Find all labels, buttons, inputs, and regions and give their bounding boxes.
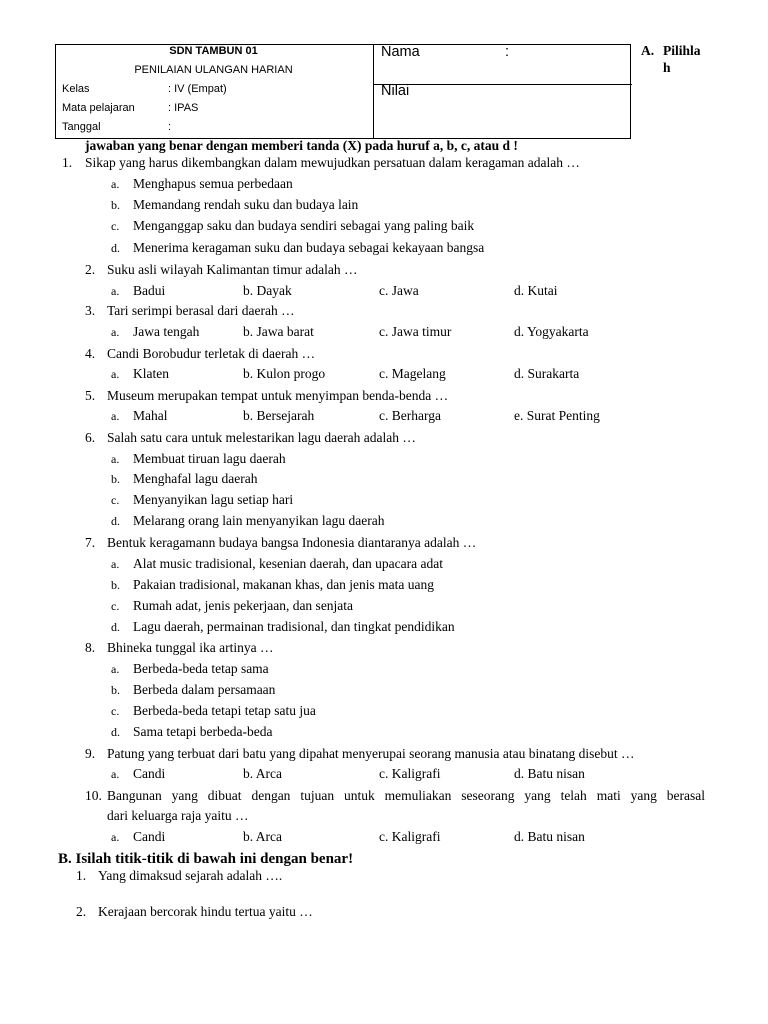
question-number: 8. bbox=[85, 640, 96, 655]
option-text: Candi bbox=[133, 829, 166, 844]
option-text: b. Bersejarah bbox=[243, 408, 315, 423]
option-text: Menerima keragaman suku dan budaya sebagai kekayaan bangsa bbox=[133, 240, 485, 255]
tanggal-label: Tanggal bbox=[62, 121, 101, 133]
option-letter: a. bbox=[111, 367, 120, 381]
option-letter: a. bbox=[111, 830, 120, 844]
option-text: c. Kaligrafi bbox=[379, 766, 441, 781]
question-text: Bangunan yang dibuat dengan tujuan untuk memuliakan seseorang yang telah mati yang berasal bbox=[107, 788, 705, 803]
question-number: 5. bbox=[85, 388, 96, 403]
option-text: b. Dayak bbox=[243, 283, 292, 298]
option-letter: c. bbox=[111, 493, 120, 507]
kelas-value: : IV (Empat) bbox=[168, 83, 227, 95]
option-text: d. Batu nisan bbox=[514, 829, 585, 844]
question-text: Bentuk keragamann budaya bangsa Indonesia diantaranya adalah … bbox=[107, 535, 477, 550]
header-divider-horizontal bbox=[373, 84, 632, 85]
section-a-instruction: jawaban yang benar dengan memberi tanda (X) pada huruf a, b, c, atau d ! bbox=[85, 138, 518, 153]
header-box bbox=[55, 44, 631, 139]
question-number: 7. bbox=[85, 535, 96, 550]
option-text: Mahal bbox=[133, 408, 168, 423]
option-text: Menghafal lagu daerah bbox=[133, 471, 258, 486]
header-divider-vertical bbox=[373, 45, 374, 138]
question-text: Candi Borobudur terletak di daerah … bbox=[107, 346, 316, 361]
section-a-letter: A. bbox=[641, 43, 655, 58]
option-text: c. Berharga bbox=[379, 408, 441, 423]
kelas-label: Kelas bbox=[62, 83, 90, 95]
question-text: Sikap yang harus dikembangkan dalam mewujudkan persatuan dalam keragaman adalah … bbox=[85, 155, 580, 170]
option-text: d. Kutai bbox=[514, 283, 558, 298]
option-text: d. Surakarta bbox=[514, 366, 580, 381]
fill-item-number: 2. bbox=[76, 904, 87, 919]
option-letter: a. bbox=[111, 662, 120, 676]
exam-title: PENILAIAN ULANGAN HARIAN bbox=[134, 64, 293, 76]
option-text: d. Batu nisan bbox=[514, 766, 585, 781]
option-text: Candi bbox=[133, 766, 166, 781]
option-letter: a. bbox=[111, 767, 120, 781]
question-number: 4. bbox=[85, 346, 96, 361]
option-text: c. Jawa timur bbox=[379, 324, 452, 339]
option-letter: a. bbox=[111, 177, 120, 191]
fill-item-text: Yang dimaksud sejarah adalah …. bbox=[98, 868, 283, 883]
option-text: c. Magelang bbox=[379, 366, 446, 381]
option-letter: c. bbox=[111, 704, 120, 718]
section-b-title: B. Isilah titik-titik di bawah ini dengan benar! bbox=[58, 851, 354, 867]
option-text: Pakaian tradisional, makanan khas, dan jenis mata uang bbox=[133, 577, 435, 592]
option-text: c. Jawa bbox=[379, 283, 419, 298]
option-text: Jawa tengah bbox=[133, 324, 200, 339]
option-letter: c. bbox=[111, 219, 120, 233]
question-text: Museum merupakan tempat untuk menyimpan benda-benda … bbox=[107, 388, 449, 403]
question-number: 6. bbox=[85, 430, 96, 445]
option-text: Melarang orang lain menyanyikan lagu daerah bbox=[133, 513, 385, 528]
option-letter: b. bbox=[111, 198, 120, 212]
question-text: Tari serimpi berasal dari daerah … bbox=[107, 303, 295, 318]
option-letter: c. bbox=[111, 599, 120, 613]
option-text: d. Yogyakarta bbox=[514, 324, 589, 339]
option-text: Memandang rendah suku dan budaya lain bbox=[133, 197, 359, 212]
question-number: 10. bbox=[85, 788, 102, 803]
option-text: Rumah adat, jenis pekerjaan, dan senjata bbox=[133, 598, 354, 613]
mapel-label: Mata pelajaran bbox=[62, 102, 135, 114]
option-text: b. Arca bbox=[243, 766, 282, 781]
option-letter: b. bbox=[111, 472, 120, 486]
option-letter: a. bbox=[111, 409, 120, 423]
option-letter: b. bbox=[111, 683, 120, 697]
question-text: Patung yang terbuat dari batu yang dipahat menyerupai seorang manusia atau binatang disebut … bbox=[107, 746, 635, 761]
question-text: Salah satu cara untuk melestarikan lagu daerah adalah … bbox=[107, 430, 416, 445]
mapel-value: : IPAS bbox=[168, 102, 199, 114]
question-text-continued: dari keluarga raja yaitu … bbox=[107, 808, 249, 823]
option-letter: a. bbox=[111, 325, 120, 339]
option-text: Berbeda dalam persamaan bbox=[133, 682, 276, 697]
question-number: 1. bbox=[62, 155, 73, 170]
option-letter: a. bbox=[111, 452, 120, 466]
question-number: 2. bbox=[85, 262, 96, 277]
option-letter: a. bbox=[111, 557, 120, 571]
option-text: Menghapus semua perbedaan bbox=[133, 176, 293, 191]
option-text: Sama tetapi berbeda-beda bbox=[133, 724, 273, 739]
option-letter: a. bbox=[111, 284, 120, 298]
option-text: Badui bbox=[133, 283, 166, 298]
option-text: Klaten bbox=[133, 366, 169, 381]
option-text: Menyanyikan lagu setiap hari bbox=[133, 492, 294, 507]
option-text: Berbeda-beda tetap sama bbox=[133, 661, 269, 676]
option-text: b. Jawa barat bbox=[243, 324, 314, 339]
option-letter: d. bbox=[111, 241, 120, 255]
fill-item-number: 1. bbox=[76, 868, 87, 883]
fill-item-text: Kerajaan bercorak hindu tertua yaitu … bbox=[98, 904, 313, 919]
section-a-title-line2: h bbox=[663, 60, 671, 75]
option-text: Membuat tiruan lagu daerah bbox=[133, 451, 286, 466]
nama-colon: : bbox=[505, 44, 510, 60]
section-a-title-line1: Pilihla bbox=[663, 43, 701, 58]
nama-label: Nama bbox=[381, 44, 420, 60]
option-letter: b. bbox=[111, 578, 120, 592]
question-text: Suku asli wilayah Kalimantan timur adalah … bbox=[107, 262, 358, 277]
option-letter: d. bbox=[111, 725, 120, 739]
nilai-label: Nilai bbox=[381, 83, 410, 99]
question-number: 3. bbox=[85, 303, 96, 318]
option-text: b. Arca bbox=[243, 829, 282, 844]
option-text: Menganggap saku dan budaya sendiri sebagai yang paling baik bbox=[133, 218, 475, 233]
tanggal-value: : bbox=[168, 121, 172, 133]
option-letter: d. bbox=[111, 514, 120, 528]
school-name: SDN TAMBUN 01 bbox=[169, 45, 258, 57]
option-text: c. Kaligrafi bbox=[379, 829, 441, 844]
option-text: b. Kulon progo bbox=[243, 366, 326, 381]
option-text: Alat music tradisional, kesenian daerah, dan upacara adat bbox=[133, 556, 443, 571]
question-text: Bhineka tunggal ika artinya … bbox=[107, 640, 274, 655]
option-text: e. Surat Penting bbox=[514, 408, 600, 423]
question-number: 9. bbox=[85, 746, 96, 761]
option-text: Berbeda-beda tetapi tetap satu jua bbox=[133, 703, 316, 718]
option-text: Lagu daerah, permainan tradisional, dan tingkat pendidikan bbox=[133, 619, 455, 634]
option-letter: d. bbox=[111, 620, 120, 634]
